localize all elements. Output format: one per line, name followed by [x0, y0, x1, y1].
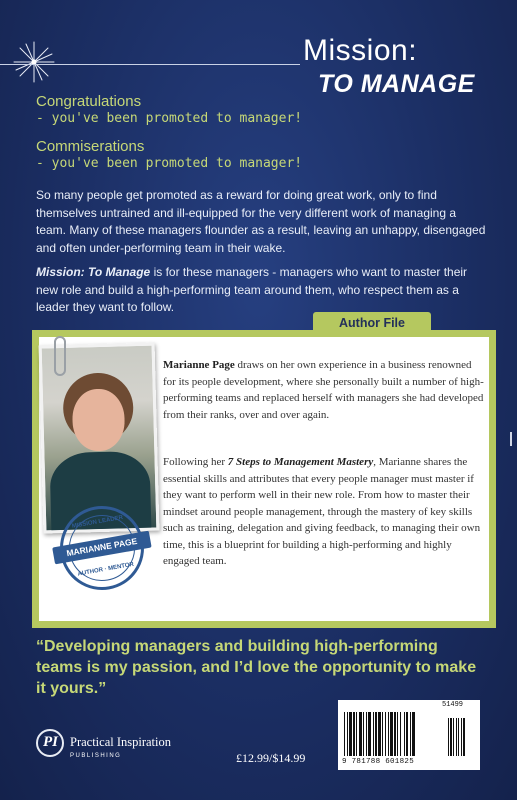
publisher-logo-icon: PI — [36, 729, 64, 757]
audience-paragraph — [36, 264, 486, 317]
previous-book-title: 7 Steps to Management Mastery — [227, 456, 374, 468]
commiserations-heading: Commiserations — [36, 138, 145, 155]
congrats-heading: Congratulations — [36, 93, 142, 110]
book-name-inline: Mission: To Manage — [36, 265, 151, 279]
title-rule — [0, 64, 300, 65]
book-title: Mission: — [303, 34, 418, 67]
stamp-top-text: MISSION LEADER — [71, 514, 124, 530]
commiserations-subline: - you've been promoted to manager! — [36, 156, 303, 171]
intro-paragraph: So many people get promoted as a reward for doing great work, only to find themselves untrained and ill-equipped for the very different work of managing a team. Many of these managers flounder as a result, leaving an unhappy, disengaged and often under-performing team in their wake. — [36, 188, 486, 255]
book-subtitle: TO MANAGE — [318, 70, 475, 98]
stamp-name: MARIANNE PAGE — [52, 531, 151, 565]
author-quote: “Developing managers and building high-performing teams is my passion, and I’d love the opportunity to make it yours.” — [36, 638, 477, 697]
sparkle-icon — [10, 38, 58, 86]
audience-text: is for these managers - managers who want to master their new role and build a high-performing team around them, who respect them as a leader they want to follow. — [36, 265, 468, 314]
barcode-bars — [344, 712, 474, 758]
publisher-name: Practical Inspiration — [70, 735, 172, 749]
barcode-addon: 51499 — [442, 701, 464, 709]
author-bio-1: Marianne Page draws on her own experience in a business renowned for its people development, where she personally built a number of high-performing teams and replaced herself with managers she had developed from their ranks, over and over again. — [163, 359, 484, 421]
price: £12.99/$14.99 — [236, 751, 306, 765]
author-file-tab: Author File — [313, 312, 431, 334]
author-name: Marianne Page — [163, 359, 235, 371]
congrats-subline: - you've been promoted to manager! — [36, 111, 303, 126]
isbn-barcode — [338, 700, 480, 770]
stamp-bottom-text: AUTHOR · MENTOR — [77, 561, 135, 578]
edge-mark — [510, 432, 512, 446]
paperclip-icon — [54, 336, 66, 376]
isbn-number: 9 781788 601825 — [342, 758, 415, 766]
publisher-imprint: PUBLISHING — [70, 753, 122, 759]
author-bio-2: Following her 7 Steps to Management Mastery, Marianne shares the essential skills and attributes that every people manager must master if they want to perform well in their new role. From how to master their mindset around people management, through the mastery of key skills such as training, delegation and giving feedback, to managing their own time, this is a blueprint for building a high-performing and highly engaged team. — [163, 456, 481, 567]
